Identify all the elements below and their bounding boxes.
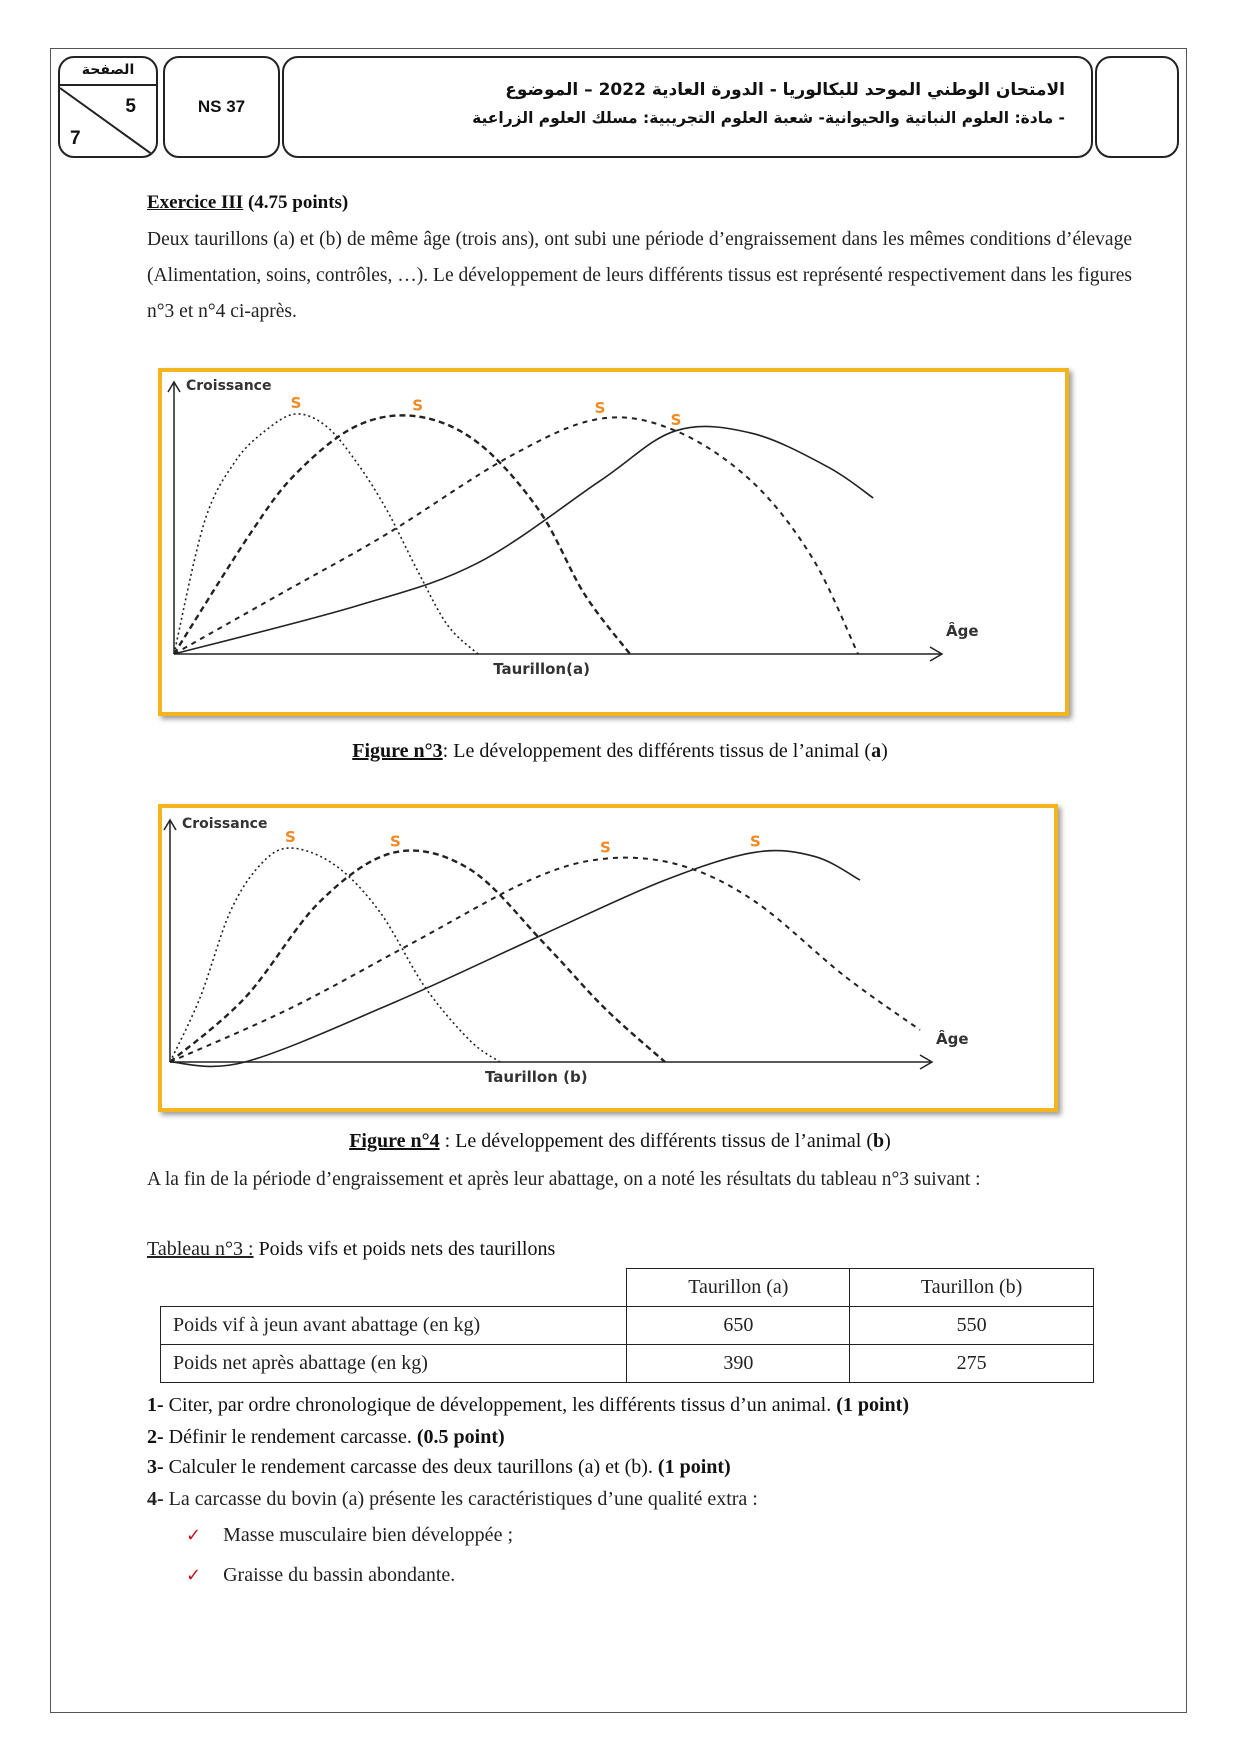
figure-4-label: Figure n°4	[349, 1130, 440, 1152]
peak-marker-1: S	[285, 828, 296, 846]
figure-3-label: Figure n°3	[352, 740, 443, 762]
series-line-3	[170, 858, 920, 1062]
question-text: Définir le rendement carcasse.	[163, 1426, 417, 1448]
blank-box	[1095, 56, 1179, 158]
exam-title-box	[282, 56, 1093, 158]
figure-3-caption	[0, 740, 1240, 763]
figure-4-animal: b	[873, 1130, 885, 1152]
figure-3-animal: a	[871, 740, 882, 762]
series-line-4	[170, 851, 860, 1067]
row-label: Poids vif à jeun avant abattage (en kg)	[161, 1307, 627, 1345]
figure-4-close: )	[884, 1130, 891, 1152]
question-number: 3-	[147, 1456, 164, 1478]
results-intro: A la fin de la période d’engraissement et après leur abattage, on a noté les résultats du tableau n°3 suivant :	[147, 1169, 981, 1190]
bullet-item	[186, 1524, 513, 1547]
exam-code: NS 37	[163, 56, 280, 158]
figure-3-frame	[158, 368, 1069, 716]
series-line-1	[174, 414, 478, 654]
x-axis-label: Âge	[946, 622, 979, 640]
exercise-title	[147, 192, 1132, 214]
series-line-3	[174, 417, 858, 654]
question-points: (1 point)	[836, 1394, 910, 1416]
question-number: 4-	[147, 1488, 164, 1510]
question-points: (0.5 point)	[416, 1426, 505, 1448]
table-header-row	[161, 1269, 1094, 1307]
question-number: 2-	[147, 1426, 164, 1448]
figure-3-text: : Le développement des différents tissus de l’animal (	[442, 740, 872, 762]
check-icon: ✓	[186, 1525, 202, 1546]
col-header-a: Taurillon (a)	[627, 1269, 850, 1307]
check-icon: ✓	[186, 1565, 202, 1586]
figure-4-text: : Le développement des différents tissus de l’animal (	[439, 1130, 874, 1152]
question-text: La carcasse du bovin (a) présente les caractéristiques d’une qualité extra :	[163, 1488, 758, 1510]
peak-marker-2: S	[412, 396, 424, 415]
question-text: Calculer le rendement carcasse des deux taurillons (a) et (b).	[163, 1456, 658, 1478]
x-axis-label: Âge	[936, 1030, 969, 1048]
y-axis-label: Croissance	[186, 378, 272, 394]
exam-title-line2: - مادة: العلوم النباتية والحيوانية- شعبة العلوم التجريبية: مسلك العلوم الزراعية	[472, 109, 1065, 127]
y-axis-label: Croissance	[182, 816, 268, 832]
table-row	[161, 1307, 1094, 1345]
peak-marker-3: S	[594, 398, 606, 417]
page-number: 5	[125, 96, 136, 117]
table-title	[147, 1238, 555, 1261]
bullet-text: Graisse du bassin abondante.	[223, 1564, 456, 1586]
peak-marker-1: S	[290, 394, 302, 412]
table-title-label: Tableau n°3 :	[147, 1238, 254, 1260]
cell-b: 550	[850, 1307, 1094, 1345]
question-2	[147, 1426, 505, 1449]
peak-marker-2: S	[390, 832, 401, 851]
chart-title: Taurillon(a)	[493, 660, 590, 678]
bullet-item	[186, 1564, 455, 1587]
series-line-1	[170, 848, 500, 1062]
peak-marker-4: S	[750, 832, 761, 851]
page-total: 7	[70, 128, 81, 149]
question-3	[147, 1456, 731, 1479]
cell-b: 275	[850, 1345, 1094, 1383]
question-1	[147, 1394, 909, 1417]
bullet-text: Masse musculaire bien développée ;	[223, 1524, 513, 1546]
cell-a: 390	[627, 1345, 850, 1383]
chart-title: Taurillon (b)	[485, 1068, 588, 1086]
exercise-points: (4.75 points)	[247, 192, 349, 213]
table-corner	[161, 1269, 627, 1307]
page-number-box	[58, 56, 158, 158]
page-label: الصفحة	[60, 62, 156, 86]
question-number: 1-	[147, 1394, 164, 1416]
figure-4-caption	[0, 1130, 1240, 1153]
table-title-text: Poids vifs et poids nets des taurillons	[253, 1238, 556, 1260]
figure-3-chart	[162, 372, 1065, 712]
exercise-intro: Deux taurillons (a) et (b) de même âge (trois ans), ont subi une période d’engraissement dans les mêmes conditions d’élevage (Alimentation, soins, contrôles, …). Le développement de leurs différents tissus est représenté respectivement dans les figures n°3 et n°4 ci-après.	[147, 229, 1132, 322]
row-label: Poids net après abattage (en kg)	[161, 1345, 627, 1383]
exam-title-line1: الامتحان الوطني الموحد للبكالوريا - الدورة العادية 2022 – الموضوع	[505, 80, 1065, 100]
question-text: Citer, par ordre chronologique de développement, les différents tissus d’un animal.	[163, 1394, 837, 1416]
col-header-b: Taurillon (b)	[850, 1269, 1094, 1307]
figure-4-frame	[158, 804, 1058, 1112]
series-line-4	[174, 426, 873, 654]
weights-table	[160, 1268, 1094, 1383]
figure-3-close: )	[881, 740, 888, 762]
question-4	[147, 1488, 758, 1511]
cell-a: 650	[627, 1307, 850, 1345]
exercise-title-label: Exercice III	[147, 192, 244, 213]
peak-marker-4: S	[670, 410, 682, 429]
question-points: (1 point)	[657, 1456, 731, 1478]
figure-4-chart	[162, 808, 1054, 1108]
peak-marker-3: S	[600, 838, 611, 857]
table-row	[161, 1345, 1094, 1383]
